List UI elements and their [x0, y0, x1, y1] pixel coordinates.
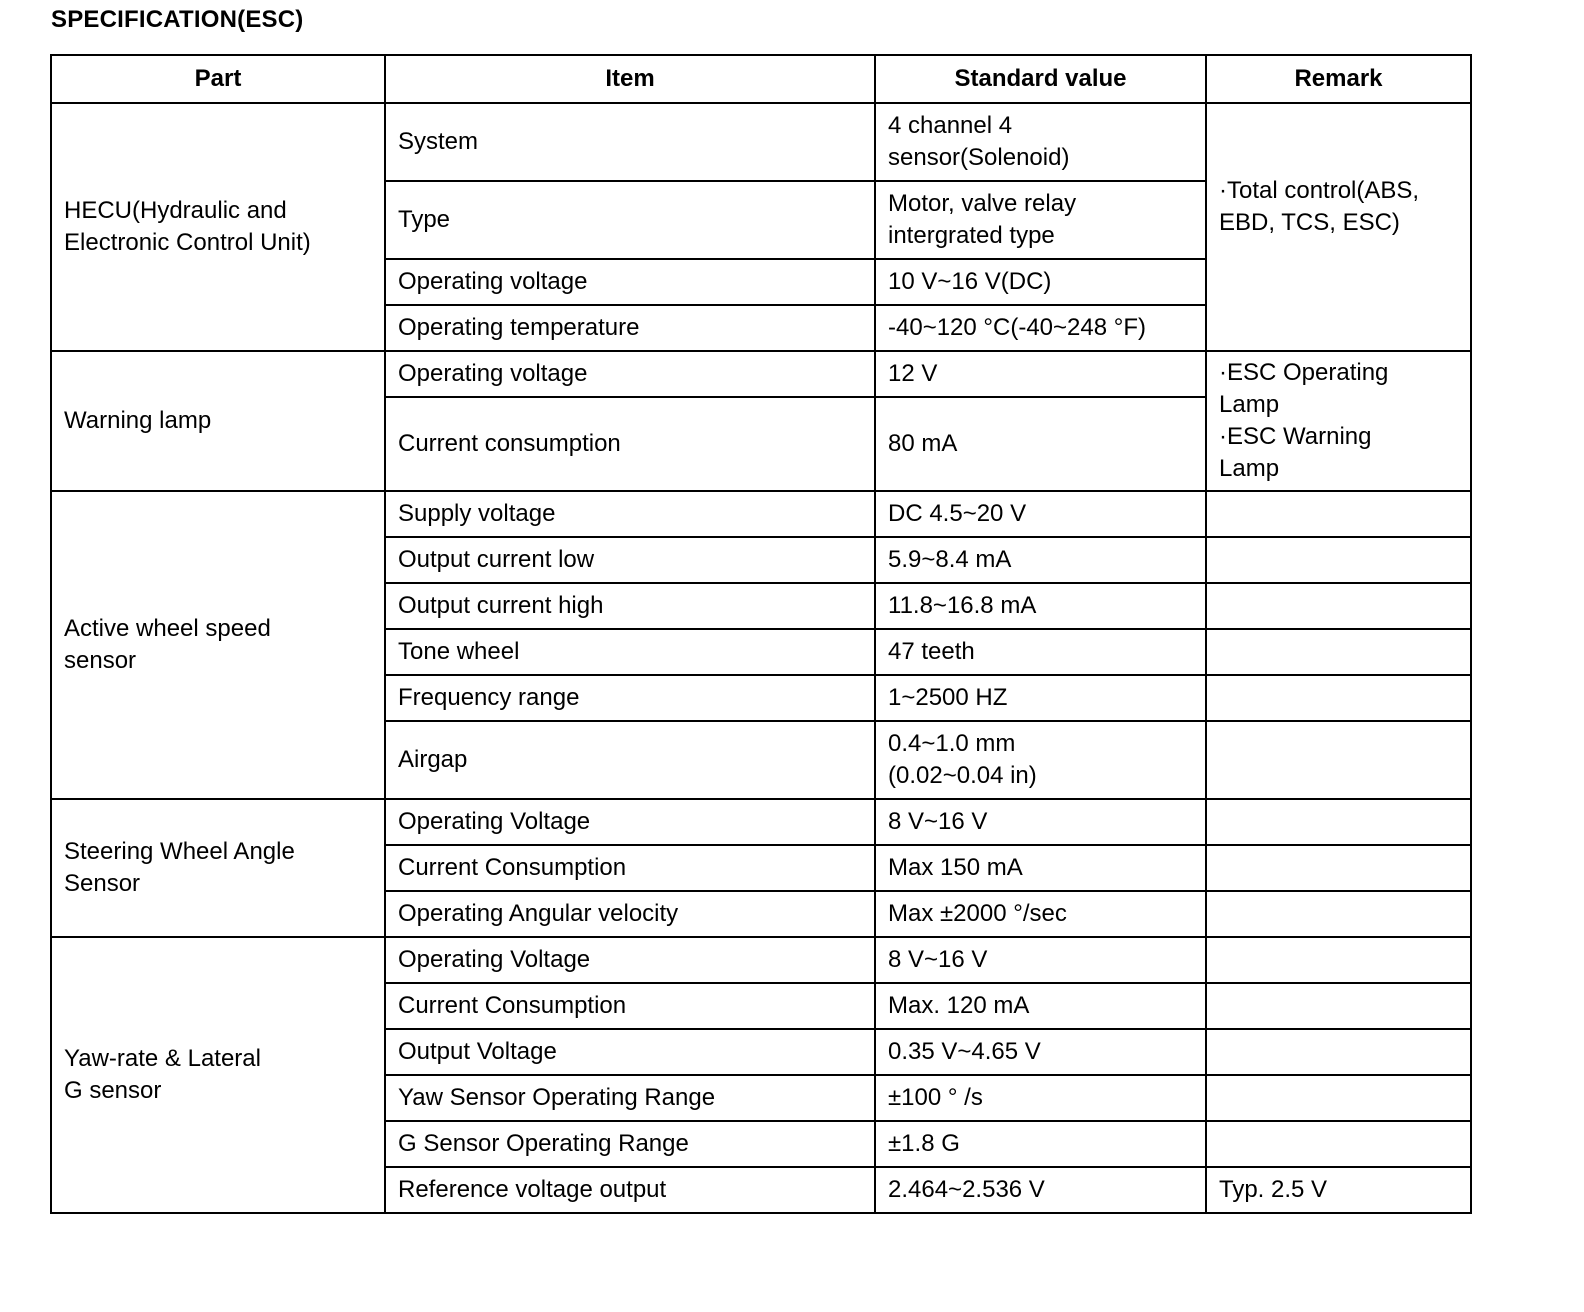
value-cell: [875, 103, 1206, 181]
item-cell: Operating Angular velocity: [385, 891, 875, 937]
item-cell: G Sensor Operating Range: [385, 1121, 875, 1167]
part-text: Yaw-rate & Lateral: [64, 1045, 261, 1072]
value-cell: [875, 181, 1206, 259]
item-cell: Operating Voltage: [385, 799, 875, 845]
header-part: Part: [51, 55, 385, 103]
header-item: Item: [385, 55, 875, 103]
part-cell-warning-lamp: Warning lamp: [51, 351, 385, 491]
value-cell: 1~2500 HZ: [875, 675, 1206, 721]
value-cell: -40~120 °C(-40~248 °F): [875, 305, 1206, 351]
remark-cell-hecu: [1206, 103, 1471, 351]
item-cell: Supply voltage: [385, 491, 875, 537]
part-cell-yaw-sensor: [51, 937, 385, 1213]
table-row: [51, 491, 1471, 537]
part-text: sensor: [64, 647, 137, 674]
item-cell: Operating voltage: [385, 351, 875, 397]
remark-cell: [1206, 675, 1471, 721]
remark-cell: [1206, 983, 1471, 1029]
remark-cell: [1206, 891, 1471, 937]
remark-cell: [1206, 583, 1471, 629]
value-text: 4 channel 4: [888, 112, 1013, 139]
item-cell: Output Voltage: [385, 1029, 875, 1075]
value-cell: [875, 721, 1206, 799]
remark-text: ·ESC Warning: [1219, 423, 1372, 450]
value-cell: 80 mA: [875, 397, 1206, 491]
value-cell: 5.9~8.4 mA: [875, 537, 1206, 583]
header-standard-value: Standard value: [875, 55, 1206, 103]
table-row: [51, 799, 1471, 845]
item-cell: System: [385, 103, 875, 181]
item-cell: Reference voltage output: [385, 1167, 875, 1213]
remark-text: Lamp: [1219, 391, 1280, 418]
remark-cell: [1206, 1075, 1471, 1121]
remark-cell: [1206, 845, 1471, 891]
item-cell: Operating voltage: [385, 259, 875, 305]
value-cell: 12 V: [875, 351, 1206, 397]
remark-cell: [1206, 537, 1471, 583]
value-cell: Max ±2000 °/sec: [875, 891, 1206, 937]
item-cell: Current consumption: [385, 397, 875, 491]
part-text: G sensor: [64, 1077, 162, 1104]
part-text: Active wheel speed: [64, 615, 271, 642]
value-text: (0.02~0.04 in): [888, 762, 1037, 789]
page-title: SPECIFICATION(ESC): [51, 6, 304, 33]
value-cell: 0.35 V~4.65 V: [875, 1029, 1206, 1075]
value-cell: Max. 120 mA: [875, 983, 1206, 1029]
table-row: [51, 103, 1471, 181]
item-cell: Output current low: [385, 537, 875, 583]
item-cell: Current Consumption: [385, 983, 875, 1029]
item-cell: Output current high: [385, 583, 875, 629]
remark-cell: Typ. 2.5 V: [1206, 1167, 1471, 1213]
value-cell: 8 V~16 V: [875, 799, 1206, 845]
value-cell: Max 150 mA: [875, 845, 1206, 891]
remark-cell: [1206, 721, 1471, 799]
value-cell: DC 4.5~20 V: [875, 491, 1206, 537]
remark-text: ·Total control(ABS,: [1219, 177, 1420, 204]
value-cell: ±1.8 G: [875, 1121, 1206, 1167]
remark-text: EBD, TCS, ESC): [1219, 209, 1400, 236]
remark-text: Lamp: [1219, 455, 1280, 482]
remark-text: ·ESC Operating: [1219, 359, 1389, 386]
table-row: [51, 351, 1471, 397]
item-cell: Operating Voltage: [385, 937, 875, 983]
value-cell: 47 teeth: [875, 629, 1206, 675]
header-row: [51, 55, 1471, 103]
table-row: [51, 937, 1471, 983]
item-cell: Airgap: [385, 721, 875, 799]
remark-cell: [1206, 799, 1471, 845]
specification-table: [50, 54, 1472, 1214]
item-cell: Frequency range: [385, 675, 875, 721]
item-cell: Yaw Sensor Operating Range: [385, 1075, 875, 1121]
header-remark: Remark: [1206, 55, 1471, 103]
item-cell: Tone wheel: [385, 629, 875, 675]
remark-cell: [1206, 491, 1471, 537]
value-cell: 8 V~16 V: [875, 937, 1206, 983]
part-text: Sensor: [64, 870, 141, 897]
remark-cell-warning-lamp: [1206, 351, 1471, 491]
item-cell: Type: [385, 181, 875, 259]
remark-cell: [1206, 629, 1471, 675]
value-text: sensor(Solenoid): [888, 144, 1070, 171]
value-text: Motor, valve relay: [888, 190, 1077, 217]
remark-cell: [1206, 1029, 1471, 1075]
part-text: HECU(Hydraulic and: [64, 197, 287, 224]
part-text: Steering Wheel Angle: [64, 838, 295, 865]
value-cell: ±100 ° /s: [875, 1075, 1206, 1121]
part-cell-wheel-sensor: [51, 491, 385, 799]
part-cell-hecu: [51, 103, 385, 351]
item-cell: Operating temperature: [385, 305, 875, 351]
value-cell: 11.8~16.8 mA: [875, 583, 1206, 629]
remark-cell: [1206, 937, 1471, 983]
value-cell: 2.464~2.536 V: [875, 1167, 1206, 1213]
value-text: intergrated type: [888, 222, 1055, 249]
item-cell: Current Consumption: [385, 845, 875, 891]
part-text: Electronic Control Unit): [64, 229, 311, 256]
part-cell-steering-sensor: [51, 799, 385, 937]
value-text: 0.4~1.0 mm: [888, 730, 1016, 757]
remark-cell: [1206, 1121, 1471, 1167]
value-cell: 10 V~16 V(DC): [875, 259, 1206, 305]
